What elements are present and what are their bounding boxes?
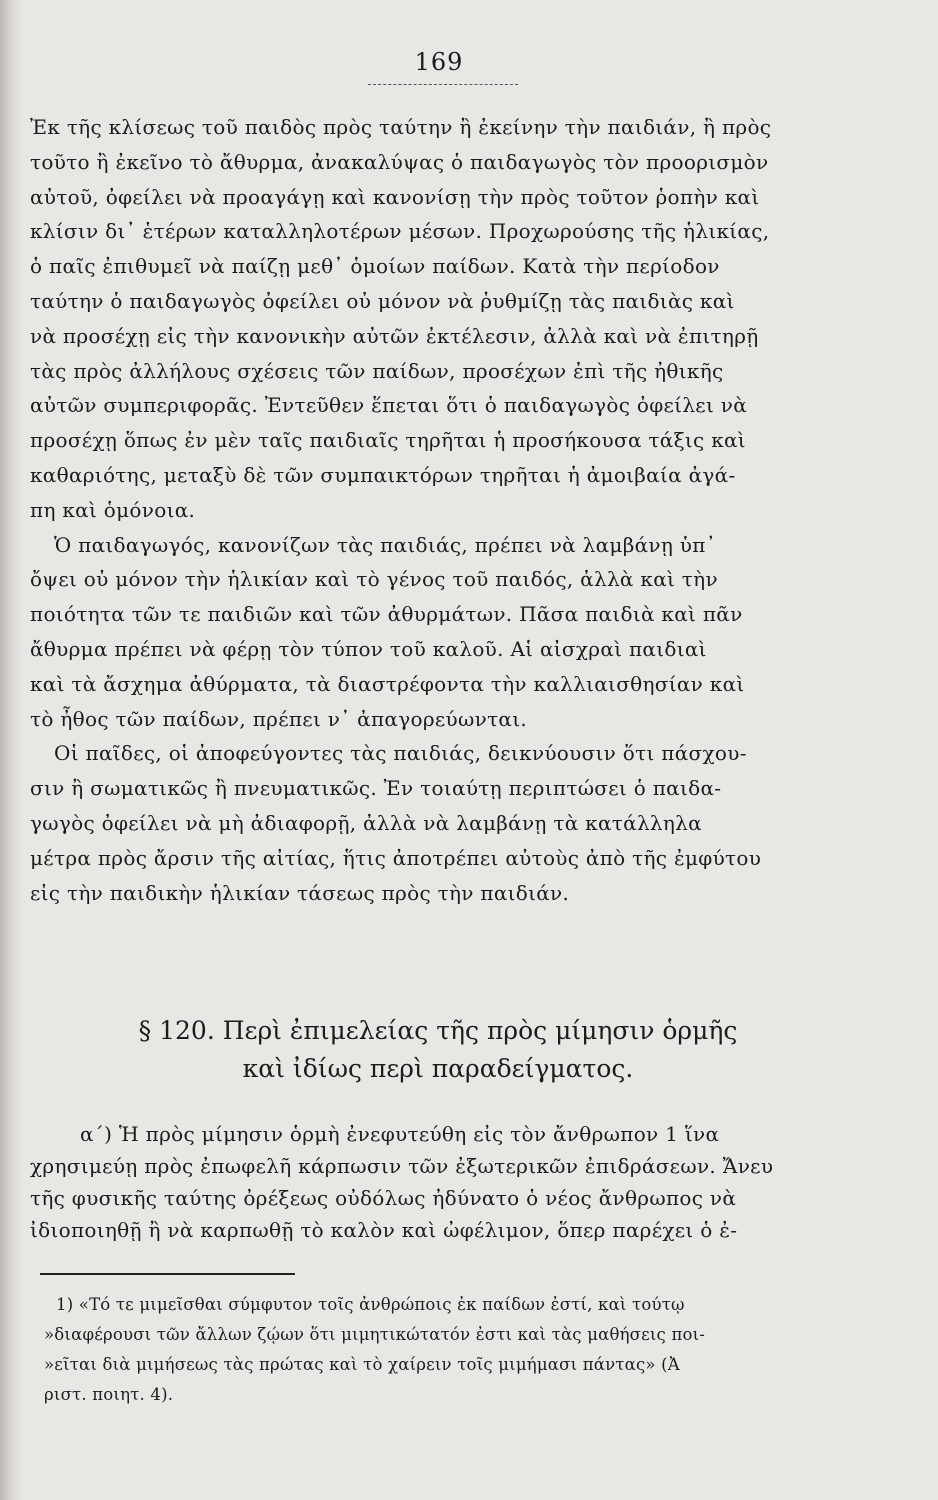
section-a-paragraph	[30, 1118, 846, 1246]
paragraph-2-line: Ὁ παιδαγωγός, κανονίζων τὰς παιδιάς, πρέπει νὰ λαμβάνῃ ὑπ᾽	[54, 532, 716, 557]
footnote-line: ριστ. ποιητ. 4).	[44, 1385, 174, 1404]
paragraph-1-line: τὰς πρὸς ἀλλήλους σχέσεις τῶν παίδων, προσέχων ἐπὶ τῆς ἠθικῆς	[30, 358, 724, 383]
paragraph-3-line: εἰς τὴν παιδικὴν ἡλικίαν τάσεως πρὸς τὴν παιδιάν.	[30, 880, 570, 905]
paragraph-3-line: μέτρα πρὸς ἄρσιν τῆς αἰτίας, ἥτις ἀποτρέπει αὐτοὺς ἀπὸ τῆς ἐμφύτου	[30, 845, 762, 870]
paragraph-3-line: σιν ἢ σωματικῶς ἢ πνευματικῶς. Ἐν τοιαύτῃ περιπτώσει ὁ παιδα-	[30, 776, 722, 801]
paragraph-1-line: τοῦτο ἢ ἐκεῖνο τὸ ἄθυρμα, ἀνακαλύψας ὁ παιδαγωγὸς τὸν προορισμὸν	[30, 149, 769, 174]
section-a-line: ἰδιοποιηθῇ ἢ νὰ καρπωθῇ τὸ καλὸν καὶ ὠφέλιμον, ὅπερ παρέχει ὁ ἐ-	[30, 1218, 738, 1242]
footnote-line: »εῖται διὰ μιμήσεως τὰς πρώτας καὶ τὸ χαίρειν τοῖς μιμήμασι πάντας» (Ἀ	[44, 1355, 680, 1374]
section-a-line: τῆς φυσικῆς ταύτης ὀρέξεως οὐδόλως ἠδύνατο ὁ νέος ἄνθρωπος νὰ	[30, 1186, 737, 1210]
footnote	[44, 1290, 844, 1410]
body-text	[30, 110, 846, 910]
section-heading-line-1: § 120. Περὶ ἐπιμελείας τῆς πρὸς μίμησιν ὁρμῆς	[138, 1016, 738, 1045]
page-number-rule	[368, 84, 518, 85]
paragraph-2-line: καὶ τὰ ἄσχημα ἀθύρματα, τὰ διαστρέφοντα τὴν καλλιαισθησίαν καὶ	[30, 671, 745, 696]
section-heading-line-2: καὶ ἰδίως περὶ παραδείγματος.	[242, 1054, 634, 1083]
paragraph-3-line: γωγὸς ὀφείλει νὰ μὴ ἀδιαφορῇ, ἀλλὰ νὰ λαμβάνῃ τὰ κατάλληλα	[30, 810, 702, 835]
paragraph-2-line: ἄθυρμα πρέπει νὰ φέρῃ τὸν τύπον τοῦ καλοῦ. Αἱ αἰσχραὶ παιδιαὶ	[30, 636, 707, 661]
paragraph-1-line: κλίσιν δι᾽ ἑτέρων καταλληλοτέρων μέσων. Προχωρούσης τῆς ἡλικίας,	[30, 219, 770, 244]
paragraph-1-line: καθαριότης, μεταξὺ δὲ τῶν συμπαικτόρων τηρῆται ἡ ἀμοιβαία ἀγά-	[30, 462, 736, 487]
footnote-line: »διαφέρουσι τῶν ἄλλων ζῴων ὅτι μιμητικώτατόν ἐστι καὶ τὰς μαθήσεις ποι-	[44, 1325, 706, 1344]
paragraph-1-line: νὰ προσέχῃ εἰς τὴν κανονικὴν αὐτῶν ἐκτέλεσιν, ἀλλὰ καὶ νὰ ἐπιτηρῇ	[30, 323, 759, 348]
footnote-rule	[40, 1273, 295, 1275]
section-heading	[30, 1012, 846, 1088]
page-number: 169	[414, 48, 464, 76]
paragraph-1-line: ὁ παῖς ἐπιθυμεῖ νὰ παίζῃ μεθ᾽ ὁμοίων παίδων. Κατὰ τὴν περίοδον	[30, 254, 720, 279]
paragraph-1-line: προσέχῃ ὅπως ἐν μὲν ταῖς παιδιαῖς τηρῆται ἡ προσήκουσα τάξις καὶ	[30, 428, 746, 453]
page-binding-edge	[0, 0, 22, 1500]
section-a-line: α΄) Ἡ πρὸς μίμησιν ὁρμὴ ἐνεφυτεύθη εἰς τὸν ἄνθρωπον 1 ἵνα	[80, 1122, 720, 1146]
paragraph-2-line: ποιότητα τῶν τε παιδιῶν καὶ τῶν ἀθυρμάτων. Πᾶσα παιδιὰ καὶ πᾶν	[30, 602, 743, 627]
paragraph-1-line: ταύτην ὁ παιδαγωγὸς ὀφείλει οὐ μόνον νὰ ῥυθμίζῃ τὰς παιδιὰς καὶ	[30, 288, 735, 313]
section-a-line: χρησιμεύῃ πρὸς ἐπωφελῆ κάρπωσιν τῶν ἐξωτερικῶν ἐπιδράσεων. Ἄνευ	[30, 1154, 774, 1178]
footnote-line: 1) «Τό τε μιμεῖσθαι σύμφυτον τοῖς ἀνθρώποις ἐκ παίδων ἐστί, καὶ τούτῳ	[56, 1295, 685, 1314]
paragraph-1-line: αὐτοῦ, ὀφείλει νὰ προαγάγῃ καὶ κανονίσῃ τὴν πρὸς τοῦτον ῥοπὴν καὶ	[30, 184, 760, 209]
paragraph-1-line: πη καὶ ὁμόνοια.	[30, 497, 196, 522]
paragraph-1-line: Ἐκ τῆς κλίσεως τοῦ παιδὸς πρὸς ταύτην ἢ ἐκείνην τὴν παιδιάν, ἢ πρὸς	[30, 115, 772, 139]
paragraph-2-line: ὄψει οὐ μόνον τὴν ἡλικίαν καὶ τὸ γένος τοῦ παιδός, ἀλλὰ καὶ τὴν	[30, 567, 718, 592]
paragraph-2-line: τὸ ἦθος τῶν παίδων, πρέπει ν᾽ ἀπαγορεύωνται.	[30, 706, 528, 731]
paragraph-3-line: Οἱ παῖδες, οἱ ἀποφεύγοντες τὰς παιδιάς, δεικνύουσιν ὅτι πάσχου-	[54, 741, 747, 766]
paragraph-1-line: αὐτῶν συμπεριφορᾶς. Ἐντεῦθεν ἕπεται ὅτι ὁ παιδαγωγὸς ὀφείλει νὰ	[30, 393, 748, 418]
